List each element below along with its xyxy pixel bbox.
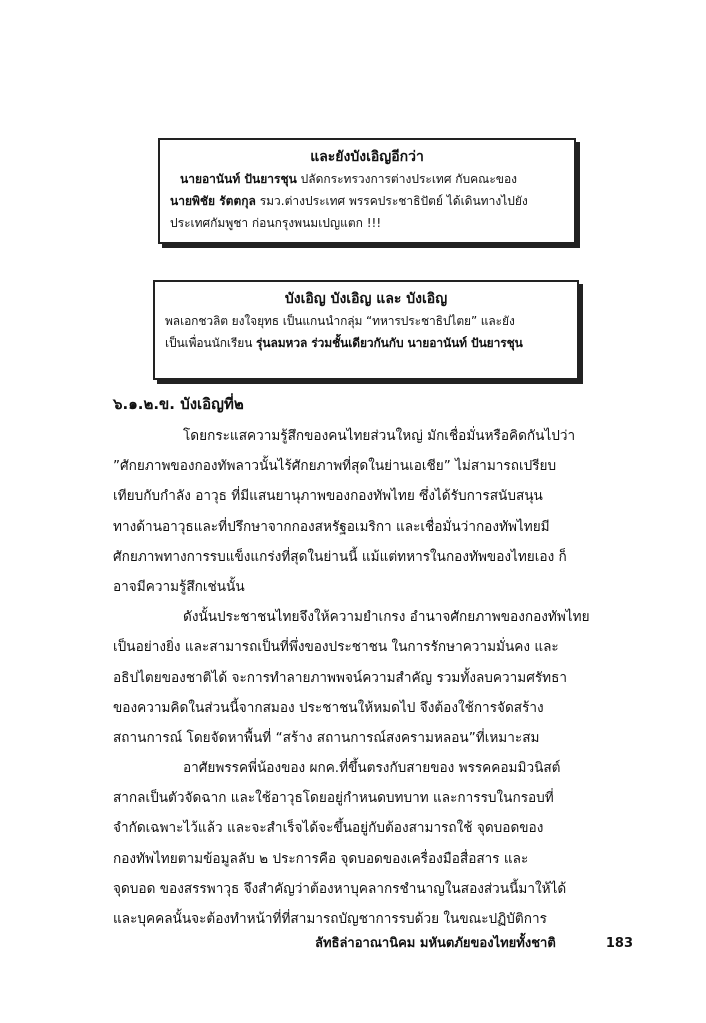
body-line: และบุคคลนั้นจะต้องทำหน้าที่ที่สามารถบัญชาการรบด้วย ในขณะปฏิบัติการ: [113, 911, 547, 927]
body-line: ทางด้านอาวุธและที่ปรึกษาจากกองสหรัฐอเมริกา และเชื่อมั่นว่ากองทัพไทยมี: [113, 518, 550, 535]
page-footer: [315, 932, 633, 953]
callout-box-1-line-2: [170, 190, 564, 212]
callout-box-2-line-2: [165, 332, 567, 354]
footer-book-title: ลัทธิล่าอาณานิคม มหันตภัยของไทยทั้งชาติ: [315, 936, 556, 951]
body-line: ของความคิดในส่วนนี้จากสมอง ประชาชนให้หมดไป จึงต้องใช้การจัดสร้าง: [113, 699, 544, 716]
callout-box-1-line-1-text: ปลัดกระทรวงการต่างประเทศ กับคณะของ: [296, 172, 518, 186]
section-heading: ๖.๑.๒.ข. บังเอิญที่๒: [113, 395, 244, 413]
callout-box-1-line-1: [170, 168, 564, 190]
callout-box-1-line-2-text: รมว.ต่างประเทศ พรรคประชาธิปัตย์ ได้เดินทางไปยัง: [255, 194, 528, 208]
callout-box-2-line-2-text: เป็นเพื่อนนักเรียน: [165, 336, 257, 350]
body-line: ศักยภาพทางการรบแข็งแกร่งที่สุดในย่านนี้ แม้แต่ทหารในกองทัพของไทยเอง ก็: [113, 548, 567, 565]
body-line: อาศัยพรรคพี่น้องของ ผกค.ที่ขึ้นตรงกับสายของ พรรคคอมมิวนิสต์: [183, 760, 561, 777]
body-line: สากลเป็นตัวจัดฉาก และใช้อาวุธโดยอยู่กำหนดบทบาท และการรบในกรอบที่: [113, 790, 554, 807]
callout-box-2-line-2-bold: รุ่นลมหวล ร่วมชั้นเดียวกันกับ นายอานันท์ ปันยารชุน: [256, 336, 523, 350]
callout-box-1-line-3: ประเทศกัมพูชา ก่อนกรุงพนมเปญแตก !!!: [170, 216, 382, 230]
body-line: กองทัพไทยตามข้อมูลลับ ๒ ประการคือ จุดบอดของเครื่องมือสื่อสาร และ: [113, 850, 529, 867]
body-line: ”ศักยภาพของกองทัพลาวนั้นไร้ศักยภาพที่สุดในย่านเอเชีย” ไม่สามารถเปรียบ: [113, 458, 557, 475]
body-line: เทียบกับกำลัง อาวุธ ที่มีแสนยานุภาพของกองทัพไทย ซึ่งได้รับการสนับสนุน: [113, 488, 543, 505]
body-line: สถานการณ์ โดยจัดหาพื้นที่ “สร้าง สถานการณ์สงครามหลอน”ที่เหมาะสม: [113, 729, 540, 746]
body-text: [113, 421, 623, 934]
body-line: เป็นอย่างยิ่ง และสามารถเป็นที่พึ่งของประชาชน ในการรักษาความมั่นคง และ: [113, 639, 559, 656]
body-line: จุดบอด ของสรรพาวุธ จึงสำคัญว่าต้องหาบุคลากรชำนาญในสองส่วนนี้มาให้ได้: [113, 880, 567, 897]
body-line: อาจมีความรู้สึกเช่นนั้น: [113, 578, 245, 595]
body-line: จำกัดเฉพาะไว้แล้ว และจะสำเร็จได้จะขึ้นอยู่กับต้องสามารถใช้ จุดบอดของ: [113, 820, 544, 837]
callout-box-2-line-1: พลเอกชวลิต ยงใจยุทธ เป็นแกนนำกลุ่ม “ทหารประชาธิปไตย” และยัง: [165, 314, 515, 328]
body-line: โดยกระแสความรู้สึกของคนไทยส่วนใหญ่ มักเชื่อมั่นหรือคิดกันไปว่า: [183, 428, 576, 444]
callout-box-2: [153, 280, 579, 380]
body-line: ดังนั้นประชาชนไทยจึงให้ความยำเกรง อำนาจศักยภาพของกองทัพไทย: [183, 609, 590, 626]
person-name-anand: นายอานันท์ ปันยารชุน: [180, 172, 297, 186]
callout-box-1: [158, 138, 576, 244]
callout-box-1-title: และยังบังเอิญอีกว่า: [310, 149, 424, 165]
body-line: อธิปไตยของชาติได้ จะการทำลายภาพพจน์ความสำคัญ รวมทั้งลบความศรัทธา: [113, 669, 568, 686]
page-number: 183: [605, 936, 633, 951]
person-name-pichai: นายพิชัย รัตตกุล: [170, 194, 256, 208]
callout-box-2-title: บังเอิญ บังเอิญ และ บังเอิญ: [284, 291, 448, 307]
